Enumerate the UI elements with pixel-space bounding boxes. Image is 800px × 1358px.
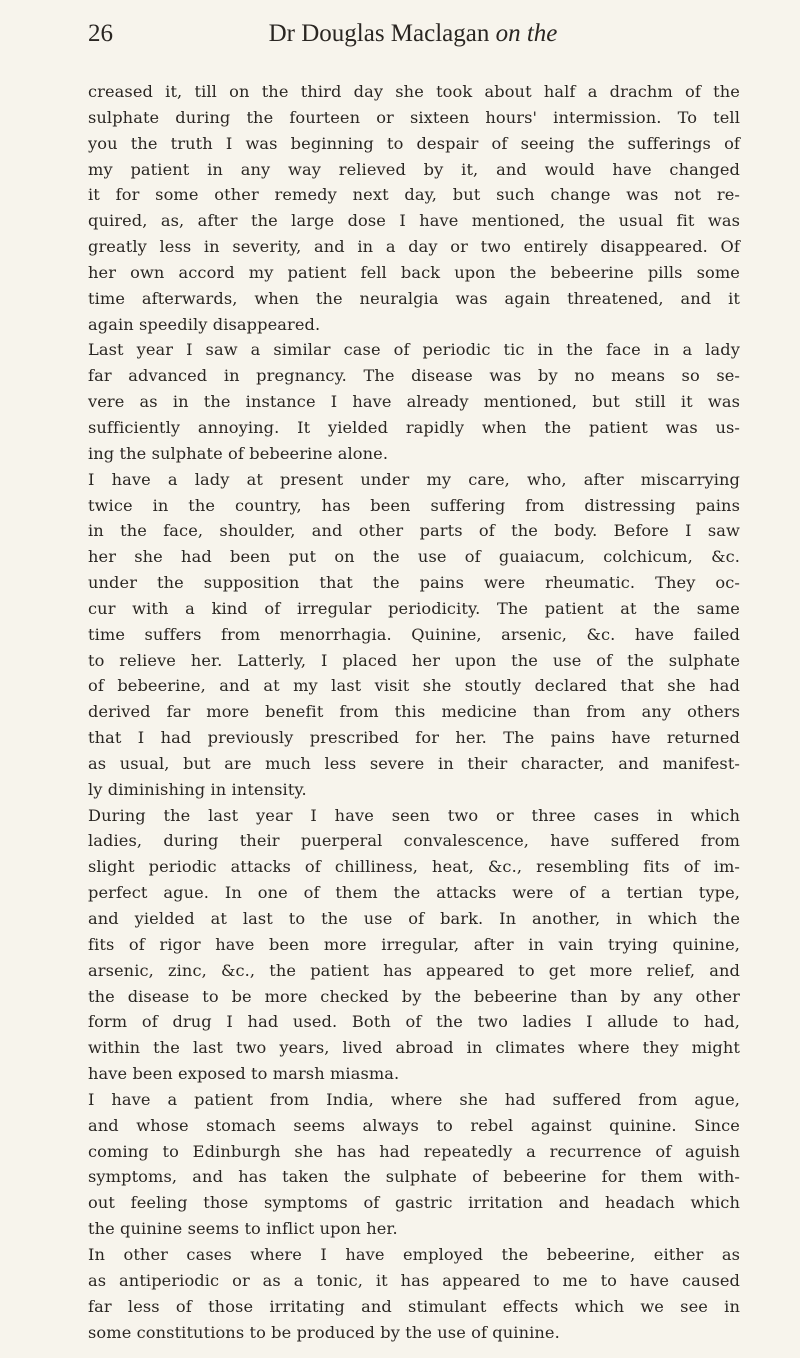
text-line: quired, as, after the large dose I have mentioned, the usual fit was bbox=[88, 211, 740, 231]
text-line: greatly less in severity, and in a day or two entirely disappeared. Of bbox=[88, 237, 740, 257]
text-line: out feeling those symptoms of gastric irritation and headach which bbox=[88, 1193, 740, 1213]
text-line: coming to Edinburgh she has had repeatedly a recurrence of aguish bbox=[88, 1141, 740, 1161]
text-line: far advanced in pregnancy. The disease was by no means so se- bbox=[88, 366, 740, 386]
text-line: perfect ague. In one of them the attacks were of a tertian type, bbox=[88, 883, 740, 903]
text-line: ing the sulphate of bebeerine alone. bbox=[88, 443, 389, 463]
paragraph bbox=[88, 467, 740, 803]
text-line: time suffers from menorrhagia. Quinine, arsenic, &c. have failed bbox=[88, 624, 740, 644]
running-head-author: Dr Douglas Maclagan bbox=[268, 20, 490, 47]
text-line: of bebeerine, and at my last visit she stoutly declared that she had bbox=[88, 676, 740, 696]
paragraph bbox=[88, 79, 740, 337]
text-line: as antiperiodic or as a tonic, it has appeared to me to have caused bbox=[88, 1270, 740, 1290]
paragraph bbox=[88, 803, 740, 1087]
paragraph bbox=[88, 1242, 740, 1345]
text-line: that I had previously prescribed for her. The pains have returned bbox=[88, 728, 740, 748]
text-line: slight periodic attacks of chilliness, heat, &c., resembling fits of im- bbox=[88, 857, 740, 877]
text-line: fits of rigor have been more irregular, after in vain trying quinine, bbox=[88, 934, 740, 954]
text-line: sufficiently annoying. It yielded rapidly when the patient was us- bbox=[88, 417, 740, 437]
paragraph bbox=[88, 1087, 740, 1242]
text-line: Last year I saw a similar case of periodic tic in the face in a lady bbox=[88, 340, 740, 360]
text-line: time afterwards, when the neuralgia was again threatened, and it bbox=[88, 288, 740, 308]
text-line: twice in the country, has been suffering from distressing pains bbox=[88, 495, 740, 515]
body-text bbox=[88, 79, 740, 1345]
text-line: symptoms, and has taken the sulphate of bebeerine for them with- bbox=[88, 1167, 740, 1187]
text-line: the quinine seems to inflict upon her. bbox=[88, 1219, 398, 1239]
text-line: it for some other remedy next day, but such change was not re- bbox=[88, 185, 740, 205]
text-line: sulphate during the fourteen or sixteen hours' intermission. To tell bbox=[88, 107, 740, 127]
page-header bbox=[88, 14, 738, 54]
text-line: form of drug I had used. Both of the two ladies I allude to had, bbox=[88, 1012, 740, 1032]
text-line: to relieve her. Latterly, I placed her upon the use of the sulphate bbox=[88, 650, 740, 670]
text-line: the disease to be more checked by the bebeerine than by any other bbox=[88, 986, 740, 1006]
text-line: far less of those irritating and stimulant effects which we see in bbox=[88, 1296, 740, 1316]
page-number: 26 bbox=[88, 20, 113, 47]
text-line: derived far more benefit from this medicine than from any others bbox=[88, 702, 740, 722]
text-line: some constitutions to be produced by the use of quinine. bbox=[88, 1322, 560, 1342]
running-head bbox=[88, 14, 738, 54]
text-line: ly diminishing in intensity. bbox=[88, 779, 307, 799]
text-line: During the last year I have seen two or three cases in which bbox=[88, 805, 740, 825]
text-line: arsenic, zinc, &c., the patient has appeared to get more relief, and bbox=[88, 960, 740, 980]
text-line: have been exposed to marsh miasma. bbox=[88, 1064, 400, 1084]
text-line: I have a lady at present under my care, who, after miscarrying bbox=[88, 469, 740, 489]
text-line: In other cases where I have employed the bebeerine, either as bbox=[88, 1244, 740, 1264]
text-line: cur with a kind of irregular periodicity. The patient at the same bbox=[88, 598, 740, 618]
text-line: ladies, during their puerperal convalescence, have suffered from bbox=[88, 831, 740, 851]
text-line: her own accord my patient fell back upon the bebeerine pills some bbox=[88, 262, 740, 282]
text-line: again speedily disappeared. bbox=[88, 314, 321, 334]
text-line: you the truth I was beginning to despair of seeing the sufferings of bbox=[88, 133, 740, 153]
text-line: within the last two years, lived abroad in climates where they might bbox=[88, 1038, 740, 1058]
text-line: my patient in any way relieved by it, and would have changed bbox=[88, 159, 740, 179]
text-line: vere as in the instance I have already mentioned, but still it was bbox=[88, 392, 740, 412]
text-line: in the face, shoulder, and other parts of the body. Before I saw bbox=[88, 521, 740, 541]
text-line: creased it, till on the third day she took about half a drachm of the bbox=[88, 82, 740, 101]
paragraph bbox=[88, 337, 740, 466]
text-line: her she had been put on the use of guaiacum, colchicum, &c. bbox=[88, 547, 740, 567]
text-line: and yielded at last to the use of bark. In another, in which the bbox=[88, 909, 740, 928]
text-line: as usual, but are much less severe in their character, and manifest- bbox=[88, 753, 740, 773]
text-line: and whose stomach seems always to rebel against quinine. Since bbox=[88, 1115, 740, 1135]
text-line: under the supposition that the pains were rheumatic. They oc- bbox=[88, 573, 740, 593]
running-head-italic: on the bbox=[495, 20, 558, 47]
text-line: I have a patient from India, where she had suffered from ague, bbox=[88, 1089, 740, 1109]
